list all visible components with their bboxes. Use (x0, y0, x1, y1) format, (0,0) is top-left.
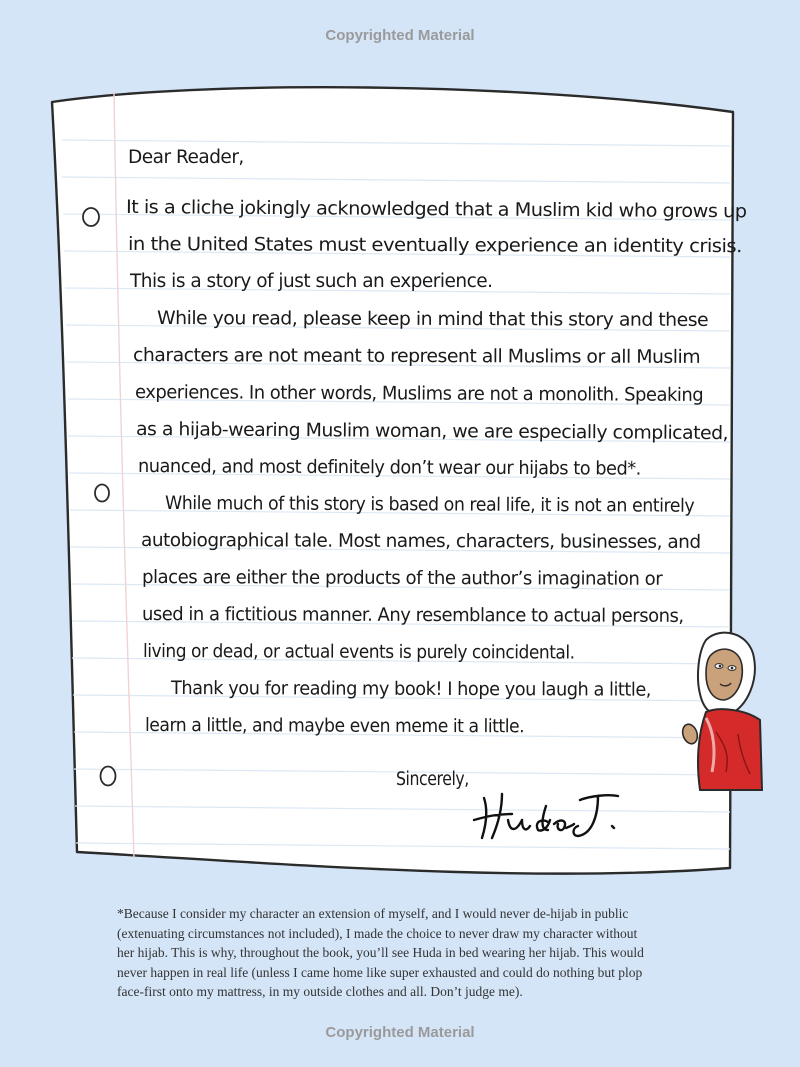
letter-line: Thank you for reading my book! I hope you laugh a little, (170, 678, 652, 701)
footnote-line: face-first onto my mattress, in my outside clothes and all. Don’t judge me). (117, 984, 523, 999)
sign-off: Sincerely, (396, 769, 469, 790)
letter-line: learn a little, and maybe even meme it a little. (144, 715, 525, 738)
greeting-line: Dear Reader, (128, 147, 244, 168)
letter-line: experiences. In other words, Muslims are not a monolith. Speaking (134, 382, 704, 406)
footnote-line: her hijab. This is why, throughout the book, you’ll see Huda in bed wearing her hijab. This would (117, 945, 644, 960)
letter-line: in the United States must eventually experience an identity crisis. (127, 234, 742, 258)
letter-line: as a hijab-wearing Muslim woman, we are especially complicated, (135, 419, 729, 445)
letter-line: autobiographical tale. Most names, characters, businesses, and (140, 530, 701, 553)
letter-line: This is a story of just such an experience. (130, 271, 493, 292)
footnote (117, 904, 697, 1002)
letter-line: living or dead, or actual events is purely coincidental. (142, 641, 575, 664)
huda-character-illustration (676, 622, 766, 792)
letter-line: places are either the products of the author’s imagination or (141, 567, 663, 590)
footnote-line: (extenuating circumstances not included), I made the choice to never draw my character without (117, 925, 638, 941)
letter-line: It is a cliche jokingly acknowledged that a Muslim kid who grows up (125, 197, 747, 223)
watermark-bottom: Copyrighted Material (325, 1024, 475, 1041)
footnote-line: never happen in real life (unless I came home like super exhausted and could do nothing but plop (117, 964, 643, 980)
letter-line: While much of this story is based on real life, it is not an entirely (164, 493, 695, 517)
watermark-top: Copyrighted Material (325, 27, 475, 44)
letter-line: While you read, please keep in mind that this story and these (156, 308, 709, 331)
footnote-line: *Because I consider my character an extension of myself, and I would never de-hijab in public (117, 906, 629, 921)
letter-line: characters are not meant to represent all Muslims or all Muslim (132, 345, 701, 368)
signature-image (468, 780, 628, 850)
letter-line: used in a fictitious manner. Any resemblance to actual persons, (141, 604, 684, 627)
letter-line: nuanced, and most definitely don’t wear our hijabs to bed*. (137, 456, 641, 480)
